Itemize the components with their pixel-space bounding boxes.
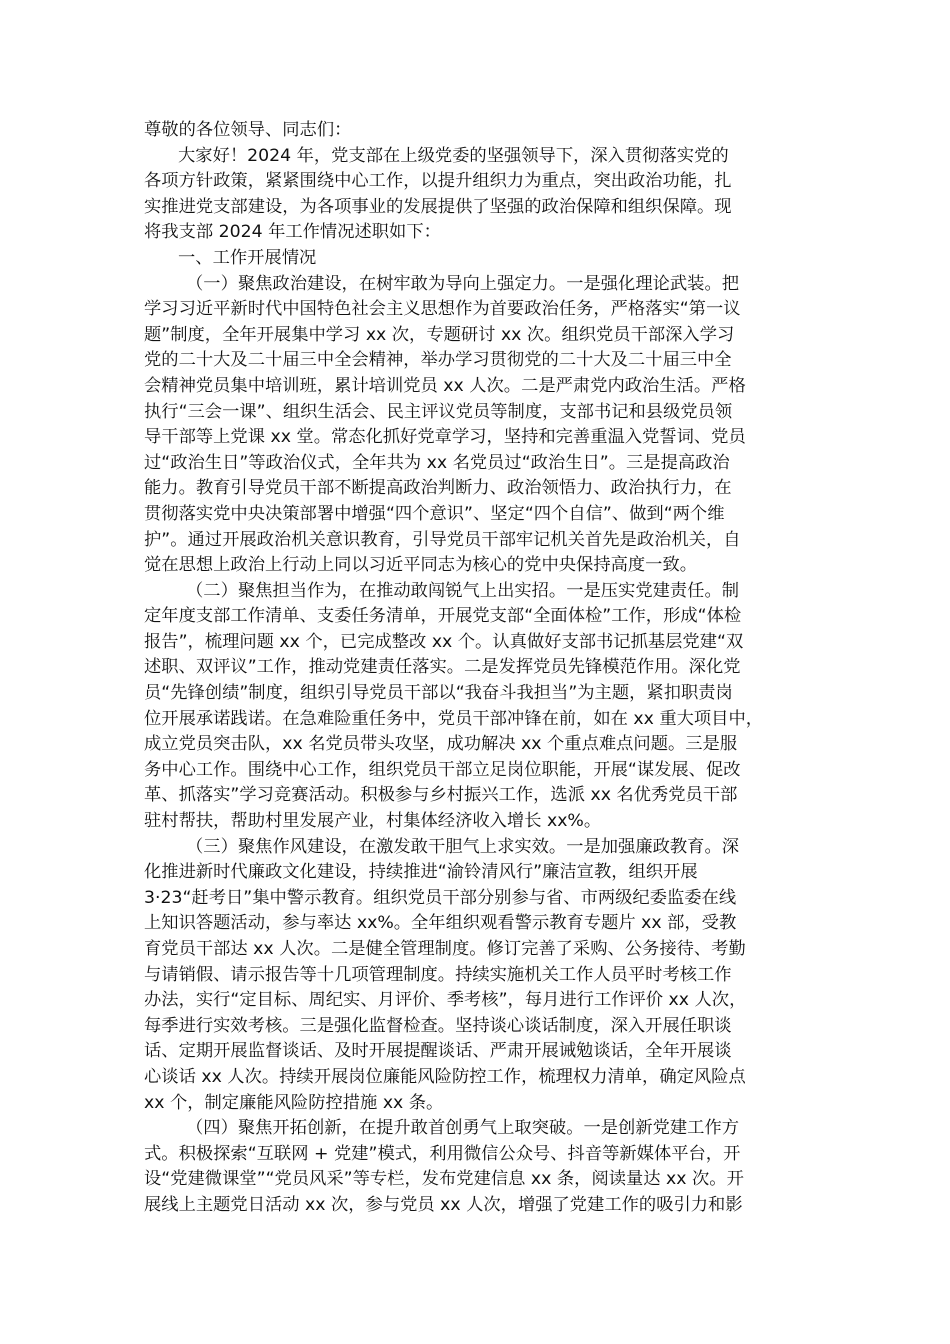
document-page: [144, 118, 828, 1219]
text-line: 实推进党支部建设，为各项事业的发展提供了坚强的政治保障和组织保障。现: [144, 196, 732, 217]
text-line: 定年度支部工作清单、支委任务清单，开展党支部“全面体检”工作，形成“体检: [144, 606, 742, 627]
text-line: 贯彻落实党中央决策部署中增强“四个意识”、坚定“四个自信”、做到“两个维: [144, 503, 725, 524]
text-line: 与请销假、请示报告等十几项管理制度。持续实施机关工作人员平时考核工作: [144, 964, 732, 985]
section-4-paragraph: [144, 1116, 828, 1218]
text-line: 大家好！2024 年，党支部在上级党委的坚强领导下，深入贯彻落实党的: [178, 145, 729, 166]
section-heading: [144, 246, 828, 272]
text-line: 式。积极探索“互联网 + 党建”模式，利用微信公众号、抖音等新媒体平台，开: [144, 1143, 741, 1164]
text-line: 办法，实行“定目标、周纪实、月评价、季考核”，每月进行工作评价 xx 人次，: [144, 990, 747, 1011]
section-1-paragraph: [144, 272, 828, 579]
text-line: 执行“三会一课”、组织生活会、民主评议党员等制度，支部书记和县级党员领: [144, 401, 733, 422]
text-line: 觉在思想上政治上行动上同以习近平同志为核心的党中央保持高度一致。: [144, 555, 698, 576]
intro-paragraph: [144, 144, 828, 246]
text-line: 展线上主题党日活动 xx 次，参与党员 xx 人次，增强了党建工作的吸引力和影: [144, 1194, 743, 1215]
text-line: 位开展承诺践诺。在急难险重任务中，党员干部冲锋在前，如在 xx 重大项目中，: [144, 708, 764, 729]
text-line: 将我支部 2024 年工作情况述职如下：: [144, 222, 441, 243]
text-line: 导干部等上党课 xx 堂。常态化抓好党章学习，坚持和完善重温入党誓词、党员: [144, 427, 746, 448]
text-line: 员“先锋创绩”制度，组织引导党员干部以“我奋斗我担当”为主题，紧扣职责岗: [144, 683, 733, 704]
text-line: 务中心工作。围绕中心工作，组织党员干部立足岗位职能，开展“谋发展、促改: [144, 759, 741, 780]
text-line: 各项方针政策，紧紧围绕中心工作，以提升组织力为重点，突出政治功能，扎: [144, 171, 732, 192]
text-line: 心谈话 xx 人次。持续开展岗位廉能风险防控工作，梳理权力清单，确定风险点: [144, 1066, 746, 1087]
text-line: 话、定期开展监督谈话、及时开展提醒谈话、严肃开展诫勉谈话，全年开展谈: [144, 1041, 732, 1062]
section-2-paragraph: [144, 579, 828, 835]
text-line: 上知识答题活动，参与率达 xx%。全年组织观看警示教育专题片 xx 部，受教: [144, 913, 737, 934]
text-line: （一）聚焦政治建设，在树牢敢为导向上强定力。一是强化理论武装。把: [186, 273, 740, 294]
text-line: xx 个，制定廉能风险防控措施 xx 条。: [144, 1092, 444, 1113]
text-line: 育党员干部达 xx 人次。二是健全管理制度。修订完善了采购、公务接待、考勤: [144, 939, 746, 959]
text-line: 化推进新时代廉政文化建设，持续推进“渝铃清风行”廉洁宣教，组织开展: [144, 862, 698, 883]
text-line: 驻村帮扶，帮助村里发展产业，村集体经济收入增长 xx%。: [144, 811, 602, 832]
salutation: [144, 118, 828, 144]
text-line: 报告”，梳理问题 xx 个，已完成整改 xx 个。认真做好支部书记抓基层党建“双: [144, 631, 744, 652]
text-line: 成立党员突击队，xx 名党员带头攻坚，成功解决 xx 个重点难点问题。三是服: [144, 734, 738, 755]
text-line: 每季进行实效考核。三是强化监督检查。坚持谈心谈话制度，深入开展任职谈: [144, 1015, 732, 1036]
section-3-paragraph: [144, 835, 828, 1117]
text-line: 述职、双评议”工作，推动党建责任落实。二是发挥党员先锋模范作用。深化党: [144, 657, 741, 678]
text-line: 革、抓落实”学习竞赛活动。积极参与乡村振兴工作，选派 xx 名优秀党员干部: [144, 785, 738, 806]
text-line: （三）聚焦作风建设，在激发敢干胆气上求实效。一是加强廉政教育。深: [186, 836, 740, 857]
text-line: 学习习近平新时代中国特色社会主义思想作为首要政治任务，严格落实“第一议: [144, 299, 741, 320]
text-line: 能力。教育引导党员干部不断提高政治判断力、政治领悟力、政治执行力，在: [144, 478, 732, 499]
text-line: 题”制度，全年开展集中学习 xx 次，专题研讨 xx 次。组织党员干部深入学习: [144, 324, 735, 345]
text-line: （四）聚焦开拓创新，在提升敢首创勇气上取突破。一是创新党建工作方: [186, 1118, 740, 1139]
text-line: 过“政治生日”等政治仪式，全年共为 xx 名党员过“政治生日”。三是提高政治: [144, 452, 730, 473]
text-line: 党的二十大及二十届三中全会精神，举办学习贯彻党的二十大及二十届三中全: [144, 350, 732, 371]
text-line: 3·23“赶考日”集中警示教育。组织党员干部分别参与省、市两级纪委监委在线: [144, 887, 737, 908]
text-line: 护”。通过开展政治机关意识教育，引导党员干部牢记机关首先是政治机关，自: [144, 529, 741, 550]
text-line: 会精神党员集中培训班，累计培训党员 xx 人次。二是严肃党内政治生活。严格: [144, 375, 746, 396]
text-line: 设“党建微课堂”“党员风采”等专栏，发布党建信息 xx 条，阅读量达 xx 次。开: [144, 1169, 744, 1190]
text-line: （二）聚焦担当作为，在推动敢闯锐气上出实招。一是压实党建责任。制: [186, 580, 740, 601]
salutation-line: 尊敬的各位领导、同志们：: [144, 120, 352, 140]
text-line: 一、工作开展情况: [178, 247, 317, 268]
